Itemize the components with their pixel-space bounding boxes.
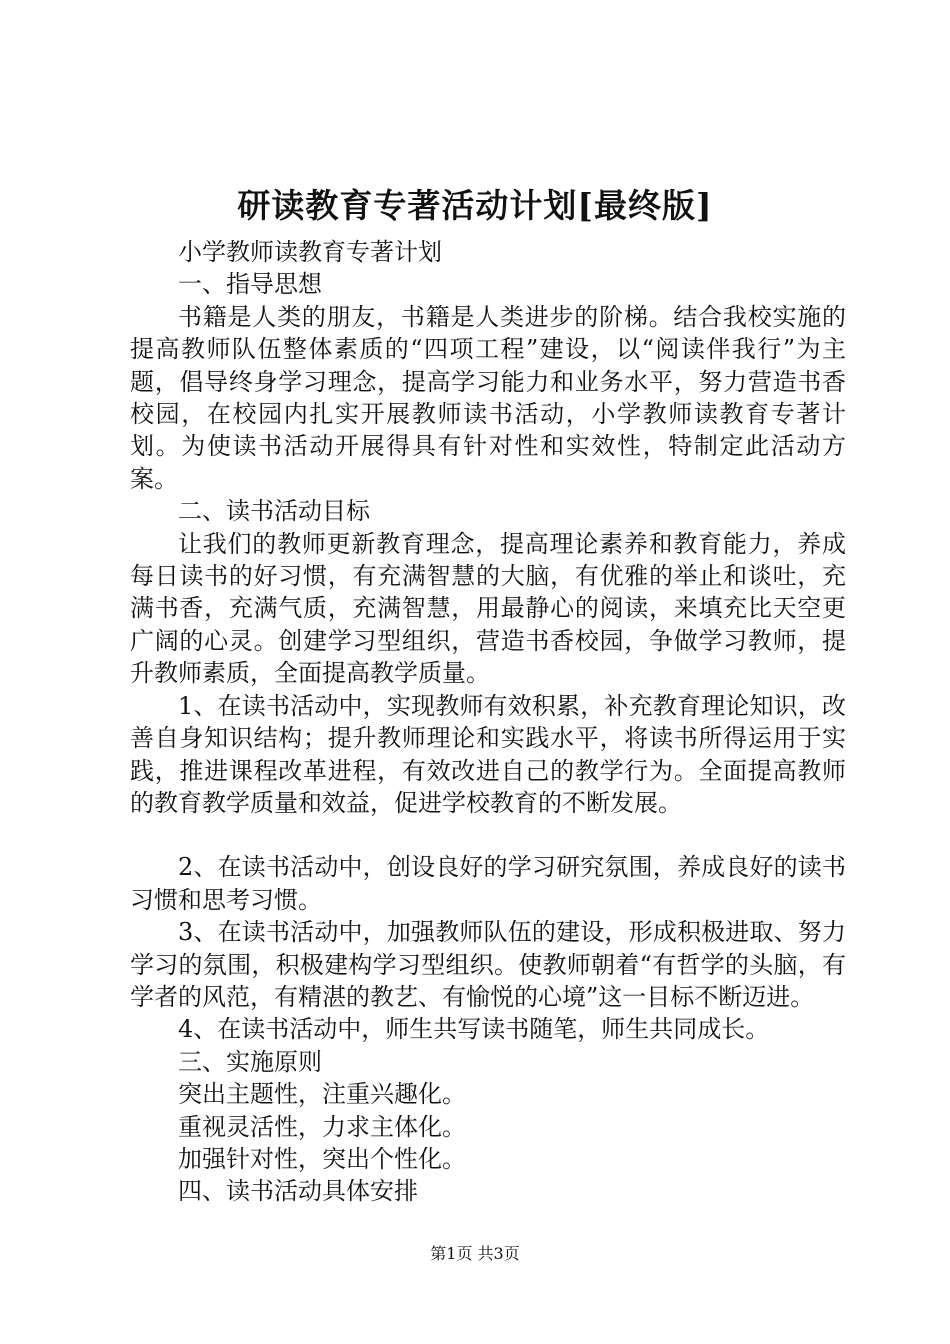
paragraph-plan-heading: 小学教师读教育专著计划: [178, 238, 442, 266]
section-heading-guiding-ideology: 一、指导思想: [178, 270, 322, 299]
paragraph-reading-goals: 让我们的教师更新教育理念，提高理论素养和教育能力，养成每日读书的好习惯，有充满智慧的大脑，有优雅的举止和谈吐，充满书香，充满气质，充满智慧，用最静心的阅读，来填充比天空更广阔的心灵。创建学习型组织，营造书香校园，争做学习教师，提升教师素质，全面提高教学质量。: [130, 529, 846, 688]
paragraph-goal-1: 1、在读书活动中，实现教师有效积累，补充教育理论知识，改善自身知识结构；提升教师理论和实践水平，将读书所得运用于实践，推进课程改革进程，有效改进自己的教学行为。全面提高教师的教育教学质量和效益，促进学校教育的不断发展。: [130, 691, 846, 817]
paragraph-principle-3: 加强针对性，突出个性化。: [178, 1144, 466, 1173]
paragraph-principle-1: 突出主题性，注重兴趣化。: [178, 1080, 466, 1109]
paragraph-guiding-ideology: 书籍是人类的朋友，书籍是人类进步的阶梯。结合我校实施的提高教师队伍整体素质的“四项工程”建设，以“阅读伴我行”为主题，倡导终身学习理念，提高学习能力和业务水平，努力营造书香校园，在校园内扎实开展教师读书活动，小学教师读教育专著计划。为使读书活动开展得具有针对性和实效性，特制定此活动方案。: [130, 302, 846, 493]
section-heading-principles: 三、实施原则: [178, 1047, 322, 1076]
document-body: [130, 236, 846, 1208]
paragraph-principle-2: 重视灵活性，力求主体化。: [178, 1112, 466, 1141]
paragraph-goal-3: 3、在读书活动中，加强教师队伍的建设，形成积极进取、努力学习的氛围，积极建构学习型组织。使教师朝着“有哲学的头脑，有学者的风范，有精湛的教艺、有愉悦的心境”这一目标不断迈进。: [130, 918, 846, 1011]
paragraph-goal-4: 4、在读书活动中，师生共写读书随笔，师生共同成长。: [178, 1015, 770, 1044]
paragraph-goal-2: 2、在读书活动中，创设良好的学习研究氛围，养成良好的读书习惯和思考习惯。: [130, 853, 846, 914]
page-footer: 第1页 共3页: [430, 1244, 520, 1263]
document-title: 研读教育专著活动计划[最终版]: [237, 186, 713, 225]
section-heading-arrangements: 四、读书活动具体安排: [178, 1177, 418, 1206]
section-heading-reading-goals: 二、读书活动目标: [178, 497, 370, 526]
